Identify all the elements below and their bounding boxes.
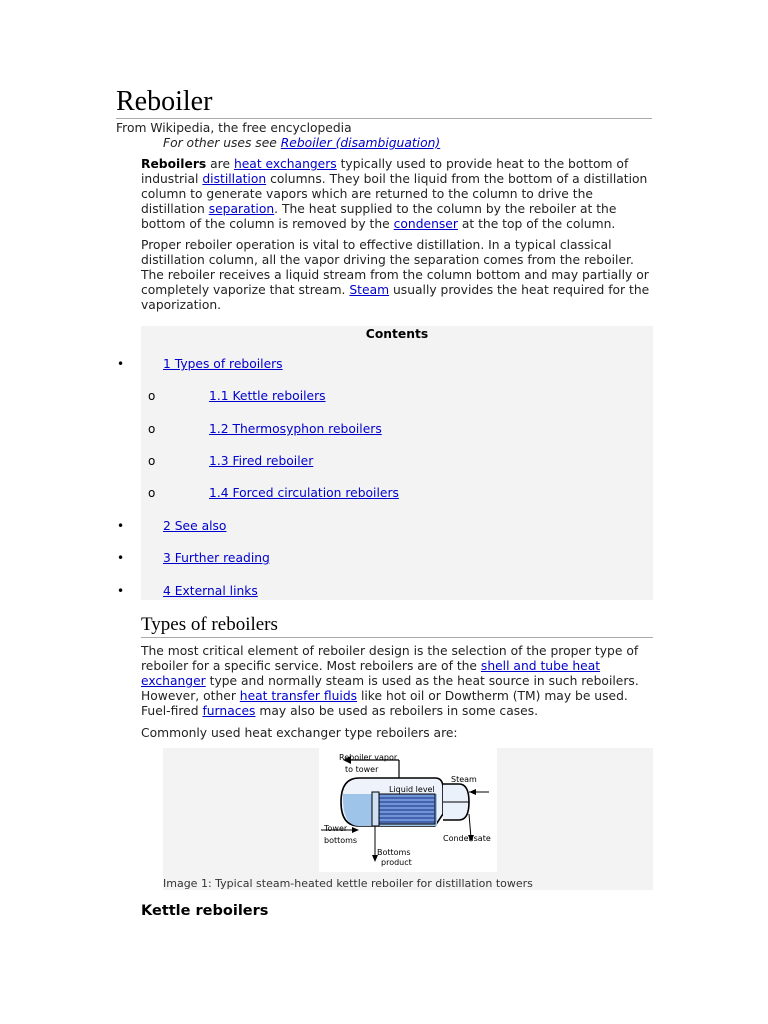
heat-transfer-fluids-link[interactable]: heat transfer fluids: [239, 689, 358, 703]
text: The most critical element of reboiler design is the selection of the proper type of reboiler for a specific service. Most reboilers are of the: [141, 644, 639, 673]
toc-item-see-also[interactable]: 2 See also: [163, 519, 227, 533]
toc-bullet: •: [117, 551, 125, 565]
toc-item-further-reading[interactable]: 3 Further reading: [163, 551, 270, 565]
toc-bullet: o: [148, 486, 156, 500]
toc-bullet: •: [117, 519, 125, 533]
toc-item-types[interactable]: 1 Types of reboilers: [163, 357, 283, 371]
kettle-reboiler-diagram[interactable]: [319, 748, 497, 872]
hatnote: [163, 136, 440, 150]
text: may also be used as reboilers in some cases.: [255, 704, 539, 718]
text: columns. They boil the liquid from the bottom of a distillation column to generate vapors which are returned to the column to drive the distillation: [141, 172, 648, 216]
toc-bullet: •: [117, 357, 125, 371]
section-heading: Types of reboilers: [141, 613, 653, 638]
text: are: [206, 157, 234, 171]
toc-item-external-links[interactable]: 4 External links: [163, 584, 258, 598]
diagram-svg: [319, 748, 497, 872]
shell-tube-link[interactable]: shell and tube heat exchanger: [141, 659, 601, 688]
toc-bullet: •: [117, 584, 125, 598]
toc-bullet: o: [148, 389, 156, 403]
toc-title: Contents: [365, 327, 429, 341]
intro-paragraph-2: [141, 238, 653, 313]
text: at the top of the column.: [457, 217, 616, 231]
subsection-heading: Kettle reboilers: [141, 903, 269, 919]
hatnote-prefix: For other uses see: [163, 136, 281, 150]
commonly-used-text: Commonly used heat exchanger type reboilers are:: [141, 726, 458, 740]
label-liquid-level: Liquid level: [389, 785, 435, 794]
label-steam: Steam: [451, 775, 477, 784]
text: like hot oil or Dowtherm (TM) may be used. Fuel-fired: [141, 689, 628, 718]
text: typically used to provide heat to the bottom of industrial: [141, 157, 629, 186]
toc-item-forced[interactable]: 1.4 Forced circulation reboilers: [209, 486, 399, 500]
label-bottoms-product-2: product: [381, 858, 412, 867]
types-paragraph: [141, 644, 653, 719]
distillation-link[interactable]: distillation: [202, 172, 267, 186]
label-tower: Tower: [324, 824, 348, 833]
bold-term: Reboilers: [141, 157, 207, 171]
figure-box: [163, 748, 653, 890]
toc-item-fired[interactable]: 1.3 Fired reboiler: [209, 454, 314, 468]
page-title: Reboiler: [116, 86, 652, 119]
heat-exchangers-link[interactable]: heat exchangers: [233, 157, 337, 171]
text: Proper reboiler operation is vital to effective distillation. In a typical classical distillation column, all the vapor driving the separation comes from the reboiler. The reboiler receives a liquid stream from the column bottom and may partially or completely vaporize that stream.: [141, 238, 649, 297]
toc-item-kettle[interactable]: 1.1 Kettle reboilers: [209, 389, 326, 403]
toc-item-thermosyphon[interactable]: 1.2 Thermosyphon reboilers: [209, 422, 382, 436]
text: . The heat supplied to the column by the reboiler at the bottom of the column is removed by the: [141, 202, 617, 231]
text: type and normally steam is used as the heat source in such reboilers. However, other: [141, 674, 639, 703]
steam-link[interactable]: Steam: [349, 283, 390, 297]
intro-paragraph-1: [141, 157, 653, 232]
weir: [372, 792, 379, 826]
separation-link[interactable]: separation: [208, 202, 275, 216]
condenser-link[interactable]: condenser: [393, 217, 458, 231]
label-reboiler-vapor: Reboiler vapor: [339, 753, 398, 762]
label-to-tower: to tower: [345, 765, 379, 774]
label-bottoms-product-1: Bottoms: [377, 848, 411, 857]
figure-caption: Image 1: Typical steam-heated kettle reboiler for distillation towers: [163, 877, 533, 890]
toc-bullet: o: [148, 422, 156, 436]
tagline: From Wikipedia, the free encyclopedia: [116, 121, 352, 135]
label-bottoms: bottoms: [324, 836, 358, 845]
toc-bullet: o: [148, 454, 156, 468]
text: usually provides the heat required for the vaporization.: [141, 283, 650, 312]
label-condensate: Condensate: [443, 834, 491, 843]
disambiguation-link[interactable]: Reboiler (disambiguation): [280, 136, 441, 150]
furnaces-link[interactable]: furnaces: [202, 704, 256, 718]
